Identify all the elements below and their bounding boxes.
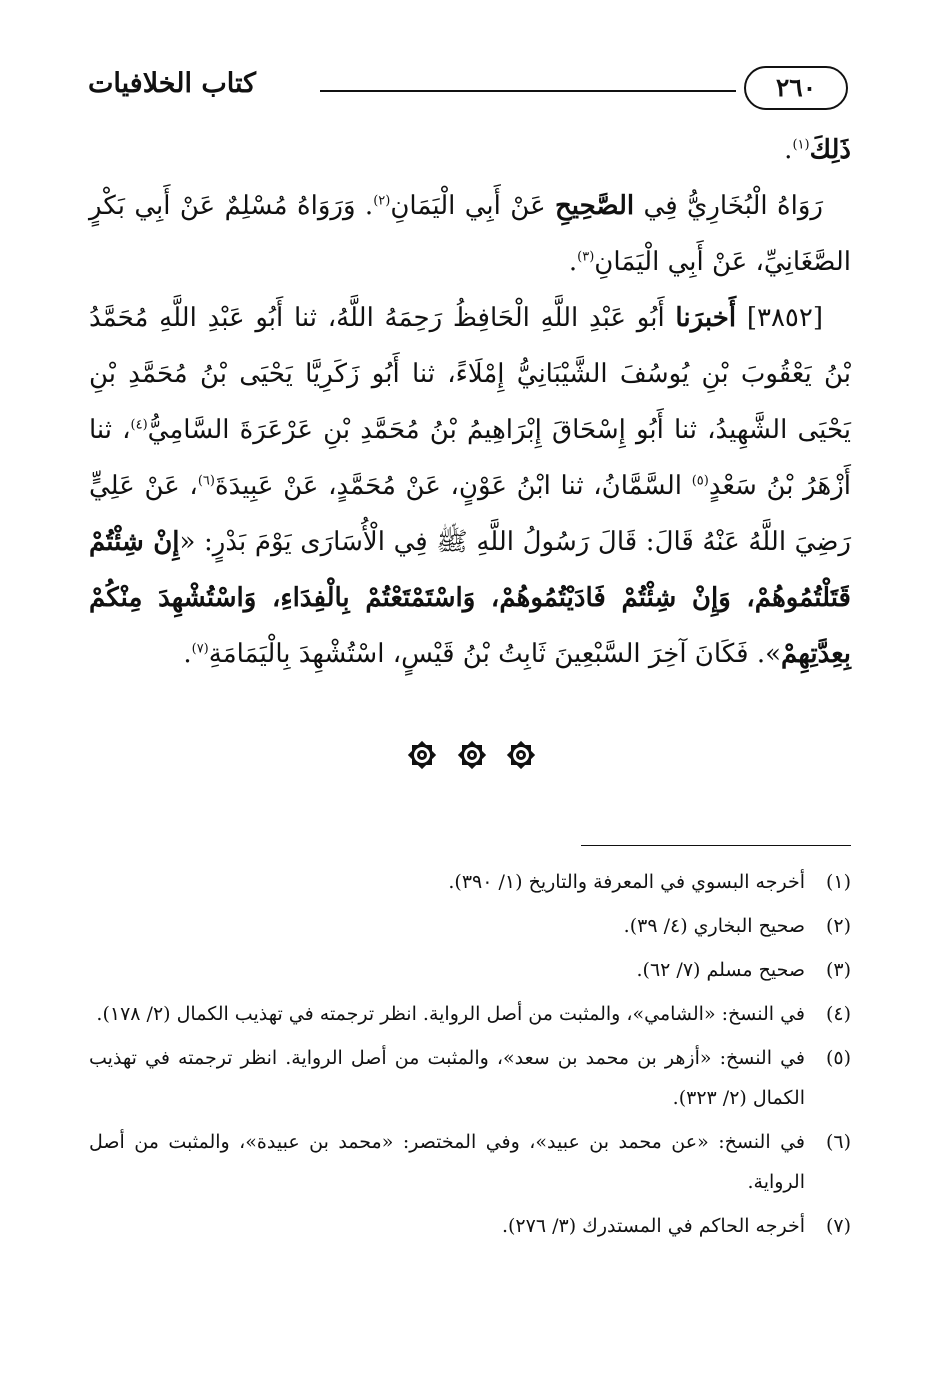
flower-ornament-icon <box>504 738 538 772</box>
footnote-number: (٧) <box>825 1215 851 1237</box>
header-rule <box>320 90 736 92</box>
text-segment: السَّمَّانُ، ثنا ابْنُ عَوْنٍ، عَنْ مُحَمَّدٍ، عَنْ عَبِيدَةَ <box>214 471 692 501</box>
text-segment: ، ثنا أَزْهَرُ بْنُ سَعْدٍ <box>89 415 852 501</box>
flower-ornament-icon <box>405 738 439 772</box>
page-number-badge: ٢٦٠ <box>744 66 848 110</box>
footnote-number: (٤) <box>825 1003 851 1025</box>
footnote-text: أخرجه الحاكم في المستدرك (٣/ ٢٧٦). <box>501 1215 805 1237</box>
footnote-item <box>89 862 851 902</box>
footnote-ref-2: (٢) <box>373 193 391 209</box>
text-segment: ». فَكَانَ آخِرَ السَّبْعِينَ ثَابِتُ بْنُ قَيْسٍ، اسْتُشْهِدَ بِالْيَمَامَةِ <box>208 639 782 669</box>
footnote-text: أخرجه البسوي في المعرفة والتاريخ (١/ ٣٩٠). <box>448 871 805 893</box>
akhbarana-word: أَخبرَنا <box>675 303 737 333</box>
paragraph-3 <box>89 290 851 682</box>
flower-ornament-icon <box>455 738 489 772</box>
text-segment: . <box>183 639 192 669</box>
footnote-item <box>89 1038 851 1118</box>
footnote-number: (١) <box>825 871 851 893</box>
footnote-separator <box>581 845 851 846</box>
hadith-text: إِنْ شِئْتُمْ قَتَلْتُمُوهُمْ، وَإِنْ شِئْتُمْ فَادَيْتُمُوهُمْ، وَاسْتَمْتَعْتُمْ بِالْفِدَاءِ، وَاسْتُشْهِدَ مِنْكُمْ بِعِدَّتِهِمْ <box>89 527 851 669</box>
footnote-number: (٣) <box>825 959 851 981</box>
footnote-ref-3: (٣) <box>577 249 595 265</box>
text-segment: ، عَنْ عَلِيٍّ رَضِيَ اللَّهُ عَنْهُ قَالَ: قَالَ رَسُولُ اللَّهِ ﷺ فِي الْأُسَارَى يَوْمَ بَدْرٍ: « <box>89 471 851 557</box>
text-segment: أَبُو عَبْدِ اللَّهِ الْحَافِظُ رَحِمَهُ اللَّهُ، ثنا أَبُو عَبْدِ اللَّهِ مُحَمَّدُ بْنُ يَعْقُوبَ بْنِ يُوسُفَ الشَّيْبَانِيُّ إِمْلَاءً، ثنا أَبُو زَكَرِيَّا يَحْيَى بْنُ مُحَمَّدِ بْنِ يَحْيَى الشَّهِيدُ، ثنا أَبُو إِسْحَاقَ إِبْرَاهِيمُ بْنُ مُحَمَّدِ بْنِ عَرْعَرَةَ السَّامِيُّ <box>89 303 851 445</box>
footnotes-list <box>89 862 851 1250</box>
footnote-text: صحيح مسلم (٧/ ٦٢). <box>636 959 805 981</box>
page-header <box>88 66 848 112</box>
footnote-number: (٥) <box>825 1047 851 1069</box>
text-segment: رَوَاهُ الْبُخَارِيُّ فِي <box>643 191 823 221</box>
text-segment: . وَرَوَاهُ مُسْلِمٌ عَنْ أَبِي بَكْرٍ الصَّغَانِيِّ، عَنْ أَبِي الْيَمَانِ <box>89 191 851 277</box>
footnote-text: في النسخ: «أزهر بن محمد بن سعد»، والمثبت من أصل الرواية. انظر ترجمته في تهذيب الكمال (٢/ ٣٢٣). <box>89 1047 805 1109</box>
book-name-sahih: الصَّحِيحِ <box>555 191 635 221</box>
main-text <box>89 122 851 682</box>
footnote-item <box>89 1206 851 1246</box>
footnote-ref-1: (١) <box>792 137 810 153</box>
footnote-item <box>89 950 851 990</box>
footnote-item <box>89 1122 851 1202</box>
text-segment: ذَلِكَ <box>809 135 851 165</box>
footnote-text: في النسخ: «الشامي»، والمثبت من أصل الرواية. انظر ترجمته في تهذيب الكمال (٢/ ١٧٨). <box>96 1003 805 1025</box>
footnote-number: (٢) <box>825 915 851 937</box>
footnote-item <box>89 994 851 1034</box>
footnote-ref-7: (٧) <box>191 641 209 657</box>
footnote-text: صحيح البخاري (٤/ ٣٩). <box>623 915 805 937</box>
footnote-number: (٦) <box>825 1131 851 1153</box>
text-segment: عَنْ أَبِي الْيَمَانِ <box>390 191 546 221</box>
paragraph-2 <box>89 178 851 290</box>
paragraph-1 <box>89 122 851 178</box>
footnote-item <box>89 906 851 946</box>
text-segment: . <box>784 135 793 165</box>
section-ornaments <box>0 738 943 776</box>
hadith-number: [٣٨٥٢] <box>746 303 823 333</box>
footnote-ref-4: (٤) <box>130 417 148 433</box>
book-title: كتاب الخلافيات <box>88 68 257 99</box>
footnote-ref-6: (٦) <box>197 473 215 489</box>
footnote-ref-5: (٥) <box>691 473 709 489</box>
text-segment: . <box>568 247 578 277</box>
footnote-text: في النسخ: «عن محمد بن عبيد»، وفي المختصر: «محمد بن عبيدة»، والمثبت من أصل الرواية. <box>89 1131 805 1193</box>
